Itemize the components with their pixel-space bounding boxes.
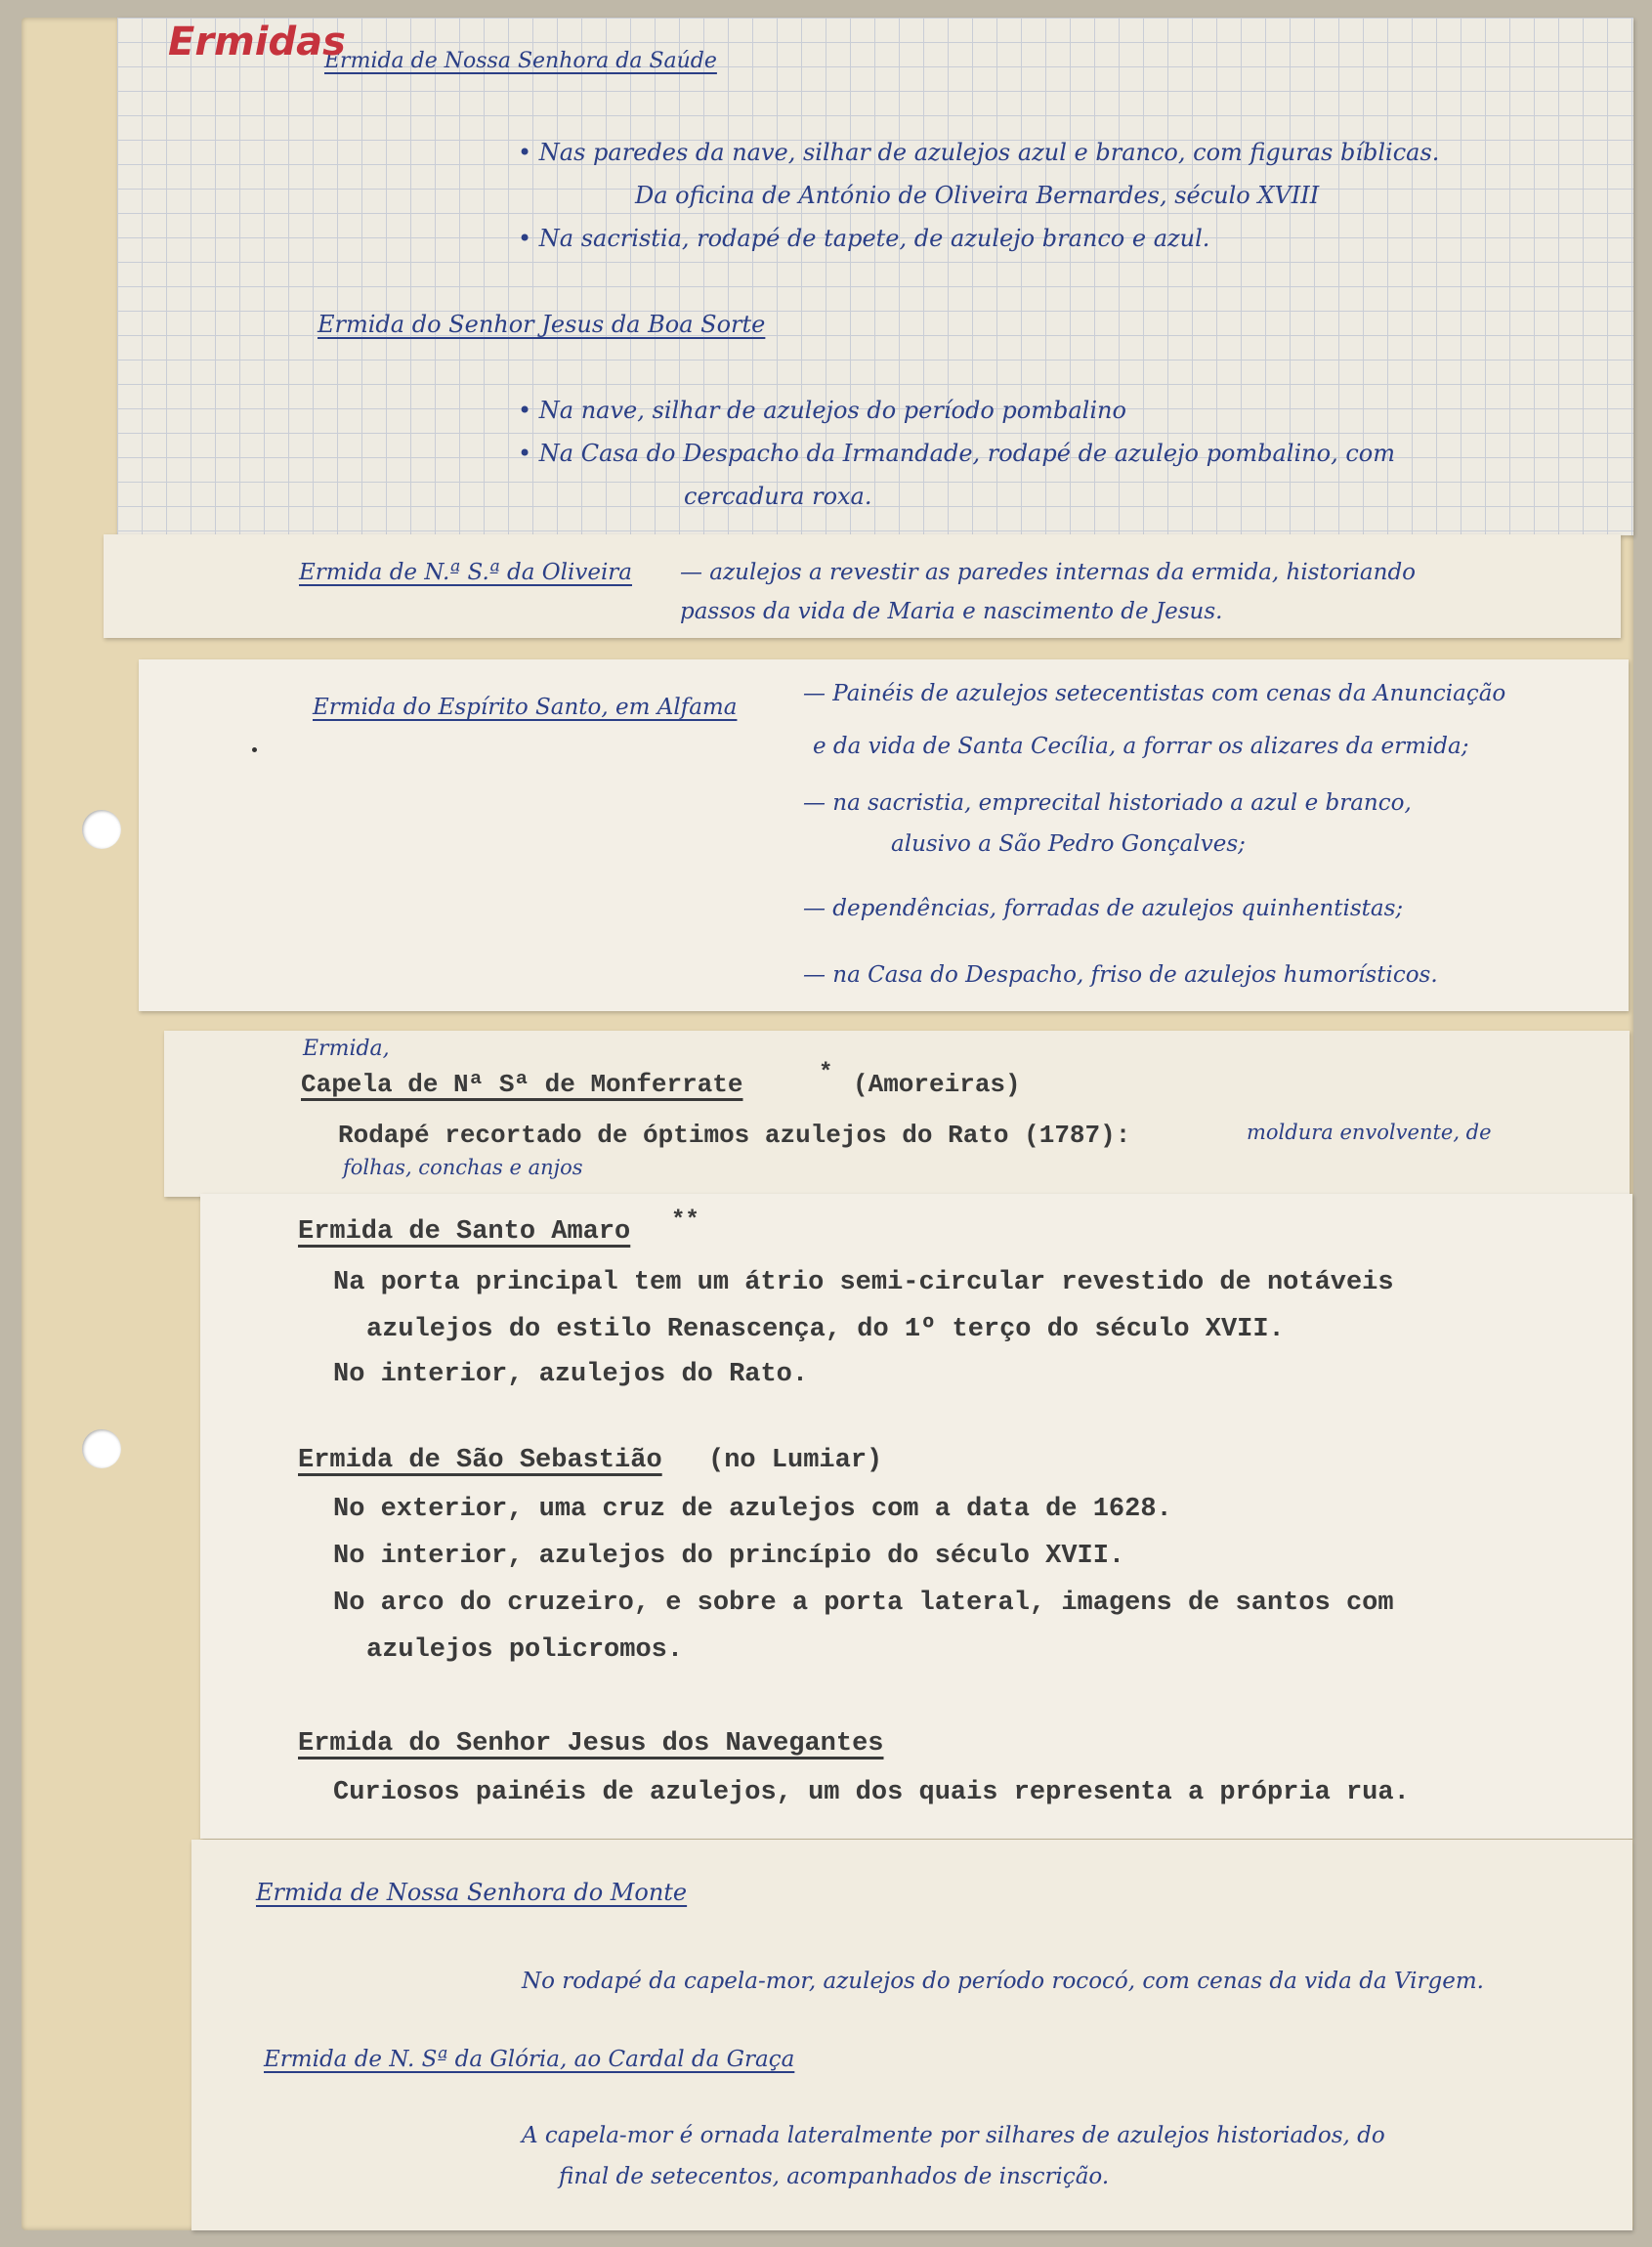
section7-line: azulejos policromos. (366, 1635, 684, 1665)
section4-title: Ermida do Espírito Santo, em Alfama (313, 695, 738, 720)
section2-line: • Na nave, silhar de azulejos do período pombalino (518, 397, 1126, 424)
section10-line: final de setecentos, acompanhados de inscrição. (559, 2164, 1110, 2189)
section4-line: — Painéis de azulejos setecentistas com cenas da Anunciação (803, 681, 1506, 706)
section5-note: moldura envolvente, de (1247, 1121, 1492, 1144)
note-strip-monte-gloria (191, 1840, 1632, 2230)
section2-title: Ermida do Senhor Jesus da Boa Sorte (318, 311, 766, 338)
section6-line: Na porta principal tem um átrio semi-circular revestido de notáveis (333, 1268, 1394, 1297)
section8-title: Ermida do Senhor Jesus dos Navegantes (298, 1729, 884, 1759)
section1-title: Ermida de Nossa Senhora da Saúde (324, 49, 717, 73)
section3-line: — azulejos a revestir as paredes internas da ermida, historiando (680, 560, 1417, 585)
section1-line: Da oficina de António de Oliveira Bernardes, século XVIII (635, 182, 1320, 209)
section7-line: No interior, azulejos do princípio do século XVII. (333, 1542, 1125, 1571)
note-strip-grid (117, 18, 1633, 535)
handwritten-correction: Ermida, (303, 1037, 390, 1061)
section5-mark: * (819, 1060, 833, 1086)
ink-dot (252, 747, 257, 752)
section4-line: alusivo a São Pedro Gonçalves; (891, 831, 1246, 857)
section4-line: — na sacristia, emprecital historiado a azul e branco, (803, 790, 1412, 816)
section5-suffix: (Amoreiras) (853, 1070, 1021, 1099)
section2-line: • Na Casa do Despacho da Irmandade, rodapé de azulejo pombalino, com (518, 440, 1395, 467)
section4-line: — dependências, forradas de azulejos quinhentistas; (803, 896, 1404, 921)
section7-title: Ermida de São Sebastião (298, 1446, 662, 1475)
section7-line: No exterior, uma cruz de azulejos com a data de 1628. (333, 1495, 1172, 1524)
section3-line: passos da vida de Maria e nascimento de Jesus. (680, 599, 1223, 624)
section8-line: Curiosos painéis de azulejos, um dos quais representa a própria rua. (333, 1778, 1410, 1807)
section10-line: A capela-mor é ornada lateralmente por silhares de azulejos historiados, do (522, 2123, 1385, 2148)
section5-note: folhas, conchas e anjos (343, 1156, 583, 1179)
section6-title: Ermida de Santo Amaro (298, 1217, 631, 1247)
section4-line: — na Casa do Despacho, friso de azulejos humorísticos. (803, 962, 1438, 988)
section6-line: No interior, azulejos do Rato. (333, 1360, 809, 1389)
punch-hole-bottom (82, 1429, 121, 1468)
section2-line: cercadura roxa. (684, 483, 872, 510)
section4-line: e da vida de Santa Cecília, a forrar os alizares da ermida; (813, 734, 1469, 759)
section1-line: • Nas paredes da nave, silhar de azulejos azul e branco, com figuras bíblicas. (518, 139, 1440, 166)
section1-line: • Na sacristia, rodapé de tapete, de azulejo branco e azul. (518, 225, 1210, 252)
section9-title: Ermida de Nossa Senhora do Monte (256, 1879, 688, 1906)
section10-title: Ermida de N. Sª da Glória, ao Cardal da Graça (264, 2047, 795, 2072)
section5-line: Rodapé recortado de óptimos azulejos do Rato (1787): (338, 1121, 1131, 1150)
note-strip-monserrate (164, 1031, 1630, 1197)
note-strip-oliveira (104, 534, 1621, 638)
section7-suffix: (no Lumiar) (708, 1446, 883, 1475)
section3-title: Ermida de N.ª S.ª da Oliveira (299, 560, 633, 585)
section5-title: Capela de Nª Sª de Monferrate (301, 1070, 743, 1099)
section7-line: No arco do cruzeiro, e sobre a porta lateral, imagens de santos com (333, 1589, 1394, 1618)
section9-line: No rodapé da capela-mor, azulejos do período rococó, com cenas da vida da Virgem. (522, 1969, 1484, 1994)
punch-hole-top (82, 810, 121, 849)
note-strip-typed-ermidas (200, 1194, 1632, 1839)
section6-line: azulejos do estilo Renascença, do 1º terço do século XVII. (366, 1315, 1285, 1344)
section6-mark: ** (671, 1208, 699, 1234)
note-strip-espirito-santo (139, 659, 1629, 1011)
page-heading: Ermidas (168, 20, 346, 64)
